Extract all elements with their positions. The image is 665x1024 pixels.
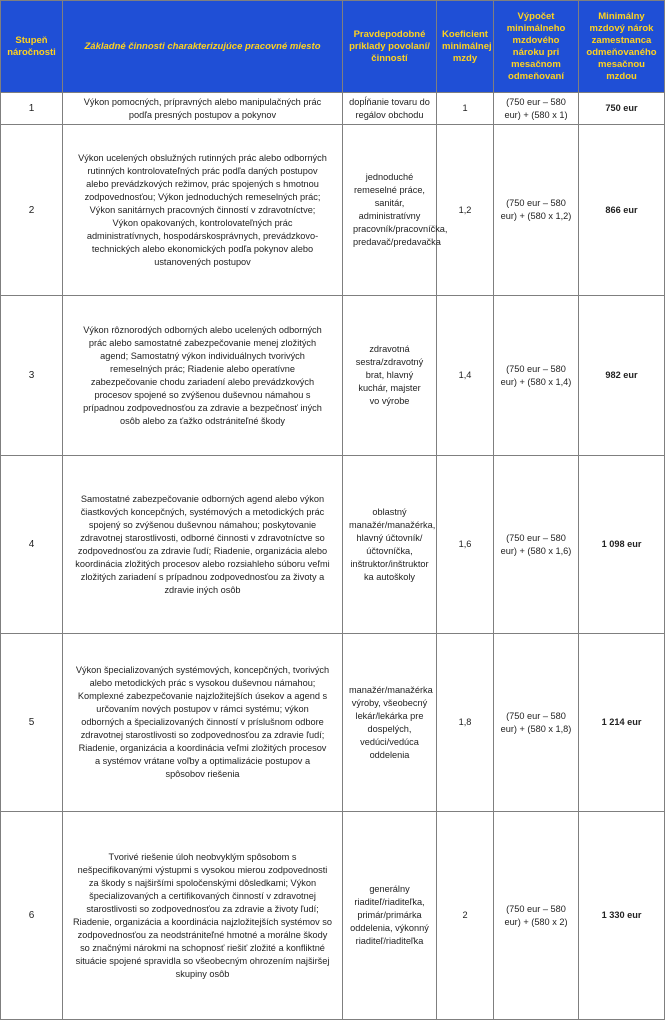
cell-examples: oblastný manažér/manažérka, hlavný účtovník/účtovníčka, inštruktor/inštruktor ka autoškoly	[343, 456, 437, 634]
table-row	[1, 456, 665, 634]
header-level: Stupeň náročnosti	[1, 1, 63, 93]
cell-calculation: (750 eur – 580 eur) + (580 x 2)	[494, 812, 579, 1020]
table-row	[1, 296, 665, 456]
cell-min-wage: 750 eur	[579, 93, 665, 125]
cell-coefficient: 1,8	[437, 634, 494, 812]
cell-min-wage: 866 eur	[579, 125, 665, 296]
cell-activities: Výkon špecializovaných systémových, koncepčných, tvorivých alebo metodických prác s vysokou duševnou námahou; Komplexné zabezpečovanie najzložitejších úsekov a agend s určovaním nových postupov v rámci systému; výkon odborných a špecializovaných činností v príslušnom odbore zdravotnej starostlivosti so zodpovednosťou za zdravie ľudí; Riadenie, organizácia a koordinácia veľmi zložitých procesov a systémov vrátane voľby a optimalizácie postupov a spôsobov riešenia	[63, 634, 343, 812]
table-row	[1, 812, 665, 1020]
cell-level: 3	[1, 296, 63, 456]
cell-calculation: (750 eur – 580 eur) + (580 x 1,8)	[494, 634, 579, 812]
cell-calculation: (750 eur – 580 eur) + (580 x 1)	[494, 93, 579, 125]
cell-level: 2	[1, 125, 63, 296]
cell-level: 1	[1, 93, 63, 125]
cell-coefficient: 1	[437, 93, 494, 125]
header-activities: Základné činnosti charakterizujúce pracovné miesto	[63, 1, 343, 93]
cell-activities: Výkon rôznorodých odborných alebo ucelených odborných prác alebo samostatné zabezpečovanie menej zložitých agend; Samostatný výkon individuálnych tvorivých remeselných prác; Riadenie alebo operatívne zabezpečovanie chodu zariadení alebo prevádzkových procesov spojené so zvýšenou duševnou námahou s prípadnou zodpovednosťou za zdravie a bezpečnosť iných osôb alebo za ťažko odstrániteľné škody	[63, 296, 343, 456]
cell-level: 6	[1, 812, 63, 1020]
cell-examples: dopĺňanie tovaru do regálov obchodu	[343, 93, 437, 125]
cell-min-wage: 982 eur	[579, 296, 665, 456]
cell-calculation: (750 eur – 580 eur) + (580 x 1,4)	[494, 296, 579, 456]
header-calculation: Výpočet minimálneho mzdového nároku pri mesačnom odmeňovaní	[494, 1, 579, 93]
cell-examples: jednoduché remeselné práce, sanitár, administratívny pracovník/pracovníčka, predavač/predavačka	[343, 125, 437, 296]
table-row	[1, 634, 665, 812]
table-row	[1, 125, 665, 296]
cell-activities: Tvorivé riešenie úloh neobvyklým spôsobom s nešpecifikovanými výstupmi s vysokou mierou zodpovednosti za škody s najširšími spoločenskými dôsledkami; Výkon špecializovaných a certifikovaných činností v zdravotnej starostlivosti so zodpovednosťou za zdravie a životy ľudí; Riadenie, organizácia a koordinácia najzložitejších systémov so zodpovednosťou za neodstrániteľné hmotné a morálne škody so značnými nárokmi na schopnosť riešiť zložité a konfliktné situácie spojené spravidla so všeobecným ohrozením najširšej skupiny osôb	[63, 812, 343, 1020]
header-min-wage: Minimálny mzdový nárok zamestnanca odmeňovaného mesačnou mzdou	[579, 1, 665, 93]
cell-level: 4	[1, 456, 63, 634]
cell-coefficient: 1,4	[437, 296, 494, 456]
cell-activities: Výkon pomocných, prípravných alebo manipulačných prác podľa presných postupov a pokynov	[63, 93, 343, 125]
cell-coefficient: 2	[437, 812, 494, 1020]
cell-level: 5	[1, 634, 63, 812]
table-header-row	[1, 1, 665, 93]
cell-examples: manažér/manažérka výroby, všeobecný lekár/lekárka pre dospelých, vedúci/vedúca oddelenia	[343, 634, 437, 812]
header-coefficient: Koeficient minimálnej mzdy	[437, 1, 494, 93]
cell-activities: Samostatné zabezpečovanie odborných agend alebo výkon čiastkových koncepčných, systémových a metodických prác spojený so zvýšenou duševnou námahou; poskytovanie zdravotnej starostlivosti, odborné činnosti v zdravotníctve so zodpovednosťou za zdravie ľudí; Riadenie, organizácia alebo koordinácia zložitých procesov alebo rozsiahleho súboru veľmi zložitých zariadení s prípadnou zodpovednosťou za životy a zdravie iných osôb	[63, 456, 343, 634]
cell-min-wage: 1 330 eur	[579, 812, 665, 1020]
cell-activities: Výkon ucelených obslužných rutinných prác alebo odborných rutinných kontrolovateľných prác podľa daných postupov alebo prevádzkových režimov, prác spojených s hmotnou zodpovednosťou; Výkon jednoduchých remeselných prác; Výkon sanitárnych pracovných činností v zdravotníctve; Výkon opakovaných, kontrolovateľných prác administratívnych, hospodárskosprávnych, prevádzkovo-technických alebo ekonomických podľa pokynov alebo ustanovených postupov	[63, 125, 343, 296]
header-examples: Pravdepodobné príklady povolaní/činností	[343, 1, 437, 93]
cell-min-wage: 1 098 eur	[579, 456, 665, 634]
cell-calculation: (750 eur – 580 eur) + (580 x 1,6)	[494, 456, 579, 634]
cell-examples: generálny riaditeľ/riaditeľka, primár/primárka oddelenia, výkonný riaditeľ/riaditeľka	[343, 812, 437, 1020]
cell-coefficient: 1,2	[437, 125, 494, 296]
cell-examples: zdravotná sestra/zdravotný brat, hlavný kuchár, majster vo výrobe	[343, 296, 437, 456]
cell-min-wage: 1 214 eur	[579, 634, 665, 812]
table-row	[1, 93, 665, 125]
cell-calculation: (750 eur – 580 eur) + (580 x 1,2)	[494, 125, 579, 296]
cell-coefficient: 1,6	[437, 456, 494, 634]
